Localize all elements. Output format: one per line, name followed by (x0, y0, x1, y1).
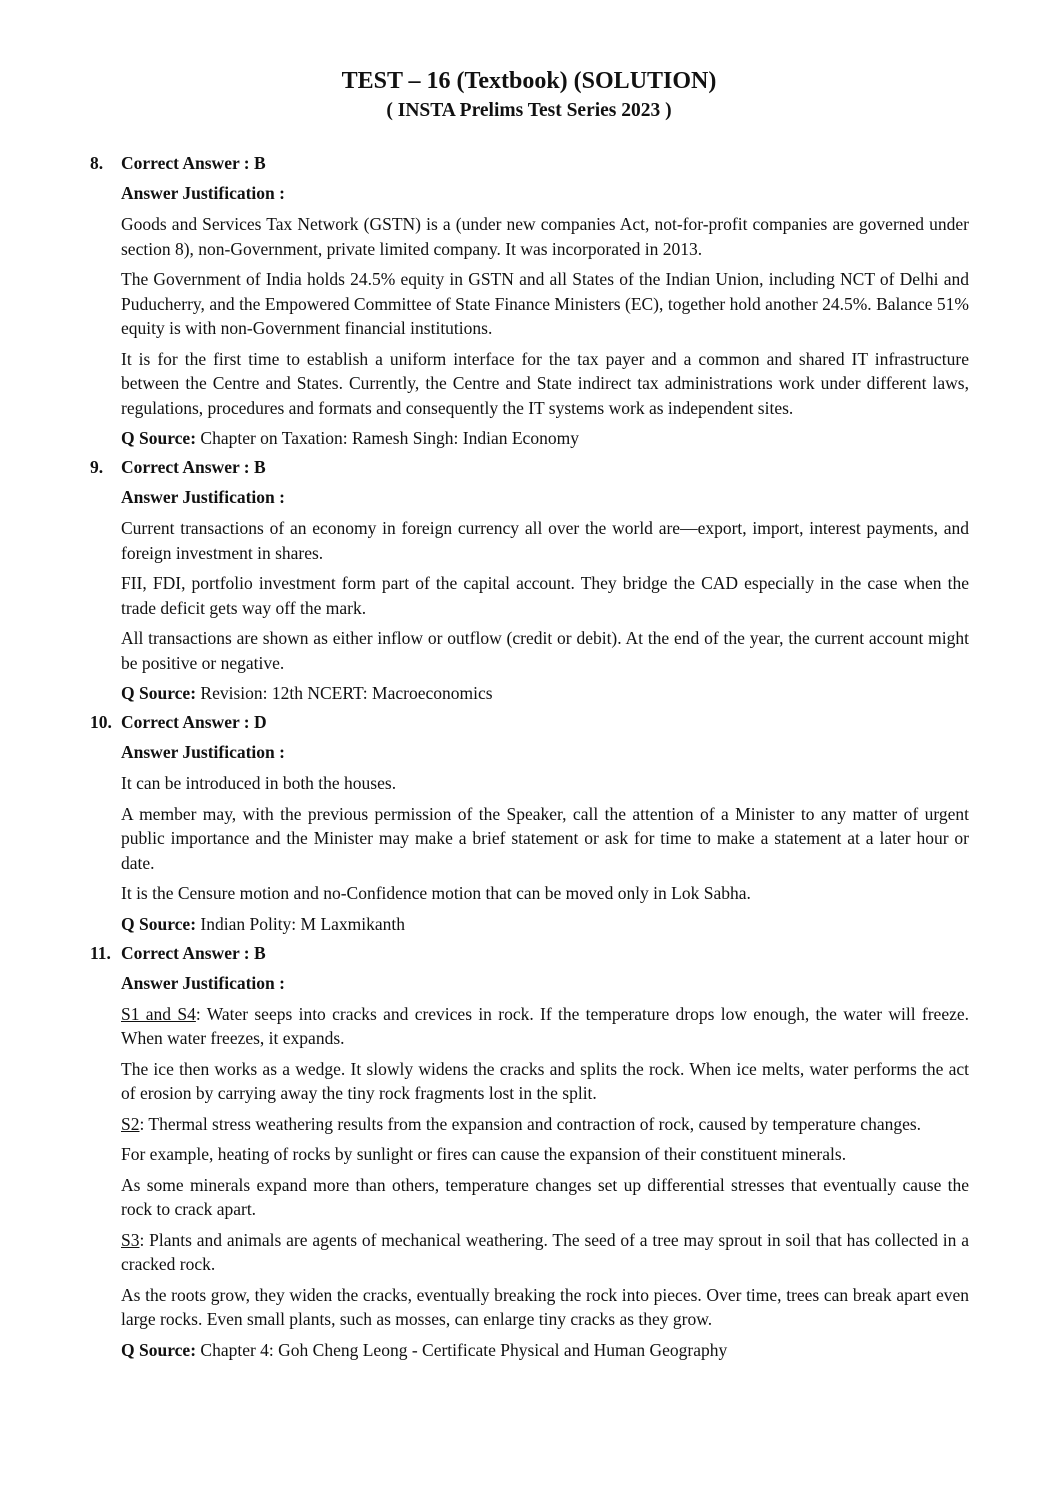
question-source (121, 1338, 1058, 1362)
justification-paragraph: Current transactions of an economy in foreign currency all over the world are—export, import, interest payments, and foreign investment in shares. (121, 518, 969, 563)
justification-paragraph (121, 1002, 969, 1051)
justification-paragraph: It is for the first time to establish a uniform interface for the tax payer and a common and shared IT infrastructure between the Centre and States. Currently, the Centre and State indirect tax administrations work under different laws, regulations, procedures and formats and consequently the IT systems work as independent sites. (121, 348, 969, 418)
source-label: Q Source: (121, 1339, 197, 1360)
question-source (121, 681, 1058, 705)
question-number: 9. (90, 457, 104, 477)
source-label: Q Source: (121, 913, 197, 934)
source-text: Chapter 4: Goh Cheng Leong - Certificate Physical and Human Geography (200, 1339, 728, 1360)
question-header (0, 456, 1058, 482)
question-header (0, 152, 1058, 178)
answer-justification-label: Answer Justification : (121, 183, 285, 203)
justification-paragraph: The Government of India holds 24.5% equity in GSTN and all States of the Indian Union, including NCT of Delhi and Puducherry, and the Empowered Committee of State Finance Ministers (EC), together hold another 24.5%. Balance 51% equity is with non-Government financial institutions. (121, 269, 969, 338)
correct-answer: Correct Answer : B (121, 457, 266, 477)
question-number: 10. (90, 712, 112, 732)
justification-paragraph (121, 1228, 969, 1277)
question-header (0, 942, 1058, 968)
statement-reference: S3 (121, 1229, 140, 1250)
justification-paragraph: As some minerals expand more than others, temperature changes set up differential stresses that eventually cause the rock to crack apart. (121, 1174, 969, 1219)
statement-reference: S1 and S4 (121, 1003, 196, 1024)
justification-paragraph: A member may, with the previous permission of the Speaker, call the attention of a Minister to any matter of urgent public importance and the Minister may make a brief statement or ask for time to make a statement at a later hour or date. (121, 803, 969, 873)
source-text: Indian Polity: M Laxmikanth (200, 913, 406, 934)
page-subtitle: ( INSTA Prelims Test Series 2023 ) (386, 100, 672, 121)
paragraph-text: : Water seeps into cracks and crevices in rock. If the temperature drops low enough, the water will freeze. When water freezes, it expands. (121, 1003, 969, 1048)
correct-answer: Correct Answer : B (121, 942, 266, 963)
paragraph-text: : Thermal stress weathering results from the expansion and contraction of rock, caused by temperature changes. (139, 1113, 922, 1134)
question-source (121, 912, 1058, 936)
source-label: Q Source: (121, 683, 197, 703)
correct-answer: Correct Answer : D (121, 712, 267, 732)
justification-paragraph: It is the Censure motion and no-Confidence motion that can be moved only in Lok Sabha. (121, 883, 751, 903)
source-text: Chapter on Taxation: Ramesh Singh: Indian Economy (200, 428, 579, 448)
source-text: Revision: 12th NCERT: Macroeconomics (200, 683, 493, 703)
answer-justification-label: Answer Justification : (121, 972, 285, 993)
justification-paragraph: It can be introduced in both the houses. (121, 773, 397, 793)
source-label: Q Source: (121, 428, 197, 448)
justification-paragraph: The ice then works as a wedge. It slowly widens the cracks and splits the rock. When ice melts, water performs the act of erosion by carrying away the tiny rock fragments lost in the split. (121, 1058, 969, 1103)
justification-paragraph: All transactions are shown as either inflow or outflow (credit or debit). At the end of the year, the current account might be positive or negative. (121, 628, 969, 673)
correct-answer: Correct Answer : B (121, 153, 266, 173)
question-number: 11. (90, 942, 111, 963)
question-source (121, 426, 1058, 450)
statement-reference: S2 (121, 1113, 140, 1134)
justification-paragraph: FII, FDI, portfolio investment form part of the capital account. They bridge the CAD especially in the case when the trade deficit gets way off the mark. (121, 573, 969, 618)
answer-justification-label: Answer Justification : (121, 487, 285, 507)
paragraph-text: : Plants and animals are agents of mechanical weathering. The seed of a tree may sprout in soil that has collected in a cracked rock. (121, 1229, 969, 1274)
justification-paragraph: As the roots grow, they widen the cracks, eventually breaking the rock into pieces. Over time, trees can break apart even large rocks. Even small plants, such as mosses, can enlarge tiny cracks as they grow. (121, 1284, 969, 1329)
question-block (0, 942, 1058, 1362)
question-block (0, 152, 1058, 450)
page-title: TEST – 16 (Textbook) (SOLUTION) (341, 68, 717, 94)
answer-justification-label: Answer Justification : (121, 742, 285, 762)
question-header (0, 711, 1058, 737)
question-block (0, 711, 1058, 936)
justification-paragraph: Goods and Services Tax Network (GSTN) is a (under new companies Act, not-for-profit companies are governed under section 8), non-Government, private limited company. It was incorporated in 2013. (121, 214, 969, 259)
questions-list (0, 152, 1058, 1368)
justification-paragraph: For example, heating of rocks by sunlight or fires can cause the expansion of their constituent minerals. (121, 1144, 847, 1164)
question-block (0, 456, 1058, 705)
justification-paragraph (121, 1112, 969, 1137)
question-number: 8. (90, 153, 104, 173)
